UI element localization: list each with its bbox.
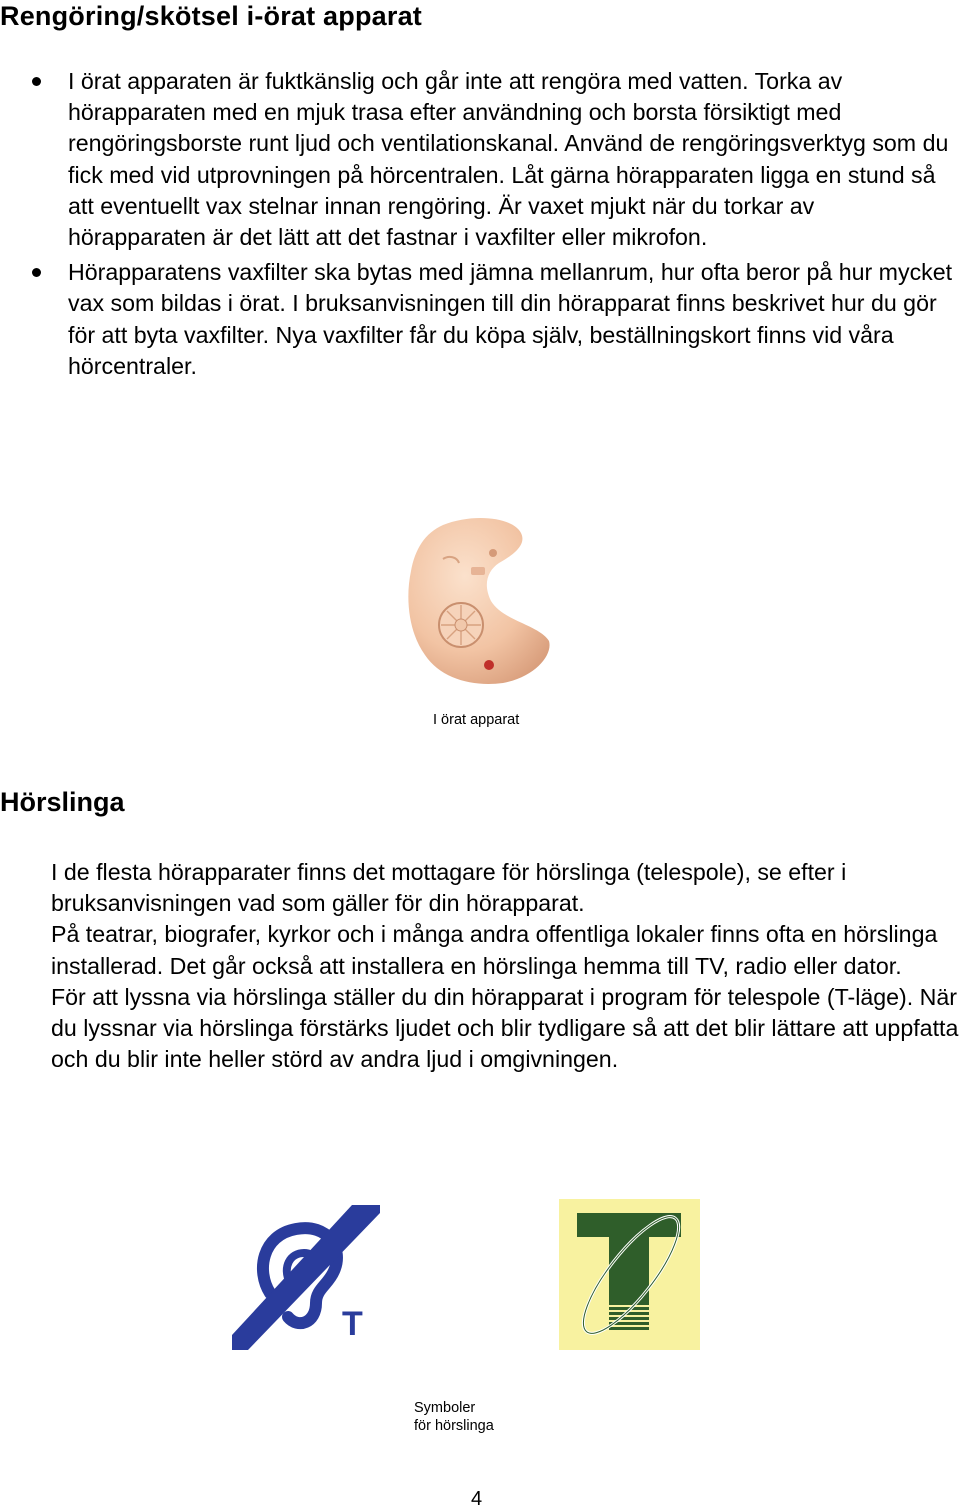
symbols-caption-line: för hörslinga [414, 1418, 494, 1434]
section-heading-loop: Hörslinga [0, 787, 125, 817]
bullet-text: Hörapparatens vaxfilter ska bytas med jämna mellanrum, hur ofta beror på hur mycket vax som bildas i örat. I bruksanvisningen till din hörapparat finns beskrivet hur du gör för att byta vaxfilter. Nya vaxfilter får du köpa själv, beställningskort finns vid våra hörcentraler. [68, 259, 953, 379]
figure-caption: I örat apparat [433, 712, 520, 728]
paragraph: För att lyssna via hörslinga ställer du din hörapparat i program för telespole (T-läge). När du lyssnar via hörslinga förstärks ljudet och blir tydligare så att det blir lättare att uppfatta och du blir inte heller störd av andra ljud i omgivningen. [51, 983, 959, 1073]
bullet-icon [32, 268, 41, 277]
list-item [28, 257, 958, 382]
page-number: 4 [471, 1488, 483, 1510]
paragraph: I de flesta hörapparater finns det mottagare för hörslinga (telespole), se efter i bruksanvisningen vad som gäller för din hörapparat. [51, 859, 847, 917]
symbols-caption [414, 1399, 494, 1435]
t-coil-symbol-icon [559, 1199, 700, 1350]
loop-body-text [51, 857, 960, 1075]
paragraph: På teatrar, biografer, kyrkor och i många andra offentliga lokaler finns ofta en hörslinga installerad. Det går också att installera en hörslinga hemma till TV, radio eller dator. [51, 921, 938, 979]
section-heading-cleaning: Rengöring/skötsel i-örat apparat [0, 1, 422, 31]
hearing-loop-ear-icon [232, 1205, 380, 1350]
symbols-caption-line: Symboler [414, 1400, 476, 1416]
bullet-icon [32, 77, 41, 86]
list-item [28, 66, 958, 253]
in-ear-hearing-aid-image [403, 515, 553, 687]
cleaning-bullet-list [28, 66, 958, 386]
symbol-t-letter: T [342, 1305, 363, 1343]
bullet-text: I örat apparaten är fuktkänslig och går inte att rengöra med vatten. Torka av hörapparaten med en mjuk trasa efter användning och borsta försiktigt med rengöringsborste runt ljud och ventilationskanal. Använd de rengöringsverktyg som du fick med vid utprovningen på hörcentralen. Låt gärna hörapparaten ligga en stund så att eventuellt vax stelnar innan rengöring. Är vaxet mjukt när du torkar av hörapparaten är det lätt att det fastnar i vaxfilter eller mikrofon. [68, 68, 949, 251]
